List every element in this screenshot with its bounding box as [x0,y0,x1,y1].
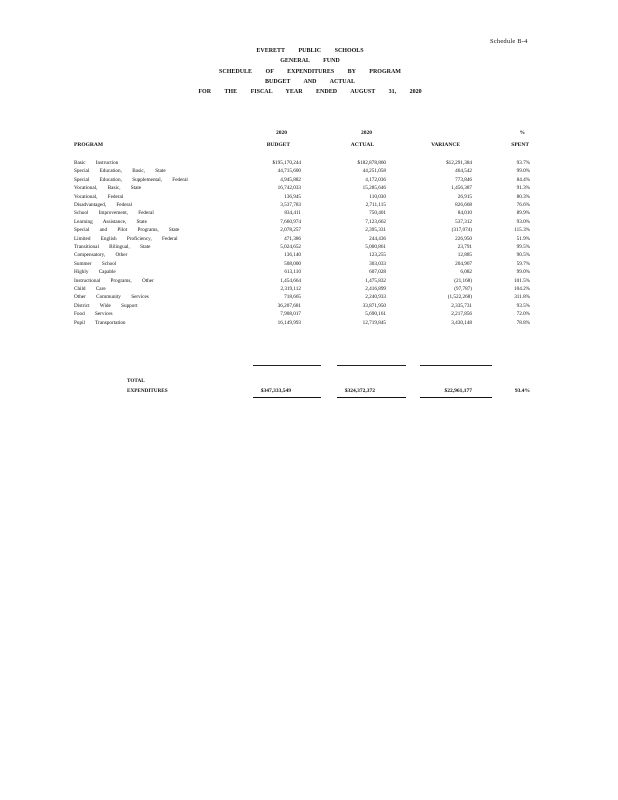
variance-cell: 773,846 [455,176,472,183]
table-row [0,278,618,286]
variance-subtotal-rule [420,365,492,366]
variance-cell: 2,335,731 [451,302,472,309]
actual-cell: 607,028 [369,269,386,276]
variance-cell: 3,430,148 [451,319,472,326]
program-name: Basic Instruction [74,160,119,166]
budget-cell: 834,411 [284,210,301,217]
variance-cell: 23,791 [457,244,472,250]
table-row [0,227,618,235]
program-name: Vocational, Federal [74,193,124,200]
program-name: Transitional Bilingual, State [74,244,151,250]
pct-spent-cell: 90.5% [516,252,530,259]
budget-column-header: BUDGET [266,142,290,148]
pct-symbol-header: % [519,130,525,136]
table-row [0,320,618,328]
variance-cell: 226,950 [455,235,472,242]
budget-cell: 508,000 [284,260,301,267]
variance-cell: 464,542 [455,168,472,175]
program-name: School Improvement, Federal [74,210,154,217]
table-row [0,269,618,277]
budget-total-rule [253,397,321,398]
budget-cell: 16,742,033 [277,185,301,192]
program-name: Special and Pilot Programs, State [74,227,180,234]
actual-column-header: ACTUAL [350,142,374,148]
budget-cell: 16,149,993 [277,319,301,326]
actual-cell: $182,878,860 [357,160,386,166]
variance-cell: (1,522,268) [447,294,472,301]
total-variance: $22,961,177 [444,388,472,394]
actual-cell: 4,172,036 [365,176,386,183]
actual-cell: 2,416,899 [365,286,386,292]
pct-spent-cell: 89.9% [516,210,530,217]
table-row [0,252,618,260]
table-row [0,303,618,311]
table-row [0,244,618,252]
program-name: Summer School [74,260,117,267]
pct-spent-cell: 80.3% [516,193,530,200]
program-name: District Wide Support [74,302,138,309]
actual-cell: 110,030 [369,193,386,200]
header-line-district: EVERETT PUBLIC SCHOOLS [256,48,364,54]
program-name: Instructional Programs, Other [74,277,154,284]
program-name: Limited English Proficiency, Federal [74,235,178,242]
variance-cell: $12,291,384 [446,160,472,166]
pct-spent-column-header: SPENT [511,142,529,148]
header-line-fund: GENERAL FUND [280,58,340,64]
variance-cell: 537,312 [455,218,472,225]
budget-cell: 136,945 [284,193,301,200]
pct-spent-cell: 115.3% [514,227,530,234]
budget-year-header: 2020 [276,130,287,136]
pct-spent-cell: 104.2% [514,286,530,292]
program-name: Pupil Transportation [74,319,126,326]
table-row [0,236,618,244]
total-label-line2: EXPENDITURES [127,388,168,394]
pct-spent-cell: 93.0% [516,218,530,225]
budget-cell: 4,945,882 [280,176,301,183]
pct-spent-cell: 99.5% [516,244,530,250]
program-name: Special Education, Basic, State [74,168,166,175]
variance-cell: 26,915 [457,193,472,200]
pct-spent-cell: 72.0% [516,311,530,318]
budget-subtotal-rule [253,365,321,366]
budget-cell: 136,140 [284,252,301,259]
program-name: Special Education, Supplemental, Federal [74,176,188,183]
budget-cell: 36,207,681 [277,302,301,309]
budget-cell: 471,386 [284,235,301,242]
pct-spent-cell: 78.8% [516,319,530,326]
actual-cell: 33,871,950 [362,302,386,309]
budget-cell: 44,715,600 [277,168,301,175]
table-row [0,194,618,202]
program-name: Learning Assistance, State [74,218,147,225]
actual-subtotal-rule [337,365,406,366]
variance-column-header: VARIANCE [431,142,460,148]
actual-cell: 44,251,058 [362,168,386,175]
variance-cell: 6,082 [460,269,472,276]
program-name: Other Community Services [74,294,149,301]
table-row [0,160,618,168]
program-name: Child Care [74,286,106,292]
budget-cell: 1,454,664 [280,277,301,284]
actual-cell: 2,711,115 [365,202,386,208]
pct-spent-cell: 93.5% [516,302,530,309]
pct-spent-cell: 101.5% [514,277,530,284]
pct-spent-cell: 99.0% [516,269,530,276]
actual-cell: 123,255 [369,252,386,259]
budget-cell: 5,024,652 [280,244,301,250]
budget-cell: 7,660,974 [280,218,301,225]
actual-cell: 750,401 [369,210,386,217]
pct-spent-cell: 311.8% [514,294,530,301]
program-name: Compensatory, Other [74,252,128,259]
table-row [0,177,618,185]
schedule-label: Schedule B-4 [490,38,528,45]
header-line-fiscal-year: FOR THE FISCAL YEAR ENDED AUGUST 31, 2020 [198,89,422,95]
pct-spent-cell: 76.6% [516,202,530,208]
program-column-header: PROGRAM [74,142,104,148]
variance-cell: 826,668 [455,202,472,208]
budget-cell: 3,537,783 [280,202,301,208]
actual-cell: 5,690,161 [365,311,386,318]
total-actual: $324,372,372 [344,388,375,394]
table-row [0,168,618,176]
variance-cell: 204,967 [455,260,472,267]
variance-cell: 84,010 [457,210,472,217]
variance-total-rule [420,397,492,398]
budget-cell: 7,908,017 [280,311,301,318]
budget-cell: $195,170,244 [272,160,301,166]
variance-cell: 2,217,856 [451,311,472,318]
pct-spent-cell: 59.7% [516,260,530,267]
program-name: Highly Capable [74,269,116,276]
budget-cell: 718,665 [284,294,301,301]
pct-spent-cell: 91.3% [516,185,530,192]
table-row [0,294,618,302]
budget-cell: 2,078,257 [280,227,301,234]
header-line-budget-actual: BUDGET AND ACTUAL [265,79,355,85]
program-name: Vocational, Basic, State [74,185,142,192]
actual-cell: 12,719,845 [362,319,386,326]
header-line-schedule: SCHEDULE OF EXPENDITURES BY PROGRAM [219,69,401,75]
budget-cell: 2,319,112 [280,286,301,292]
variance-cell: 12,885 [457,252,472,259]
program-name: Food Services [74,311,113,318]
pct-spent-cell: 84.4% [516,176,530,183]
variance-cell: 1,456,387 [451,185,472,192]
pct-spent-cell: 51.9% [516,235,530,242]
total-label-line1: TOTAL [127,378,145,384]
actual-cell: 244,436 [369,235,386,242]
total-budget: $347,333,549 [260,388,291,394]
actual-year-header: 2020 [361,130,372,136]
variance-cell: (21,168) [454,277,472,284]
variance-cell: (317,074) [451,227,472,234]
actual-cell: 2,395,331 [365,227,386,234]
total-pct-spent: 93.4% [514,388,530,394]
table-row [0,311,618,319]
table-row [0,210,618,218]
table-row [0,185,618,193]
actual-cell: 5,000,861 [365,244,386,250]
table-row [0,202,618,210]
actual-cell: 15,285,646 [362,185,386,192]
actual-cell: 1,475,832 [365,277,386,284]
program-name: Disadvantaged, Federal [74,202,132,208]
actual-cell: 2,240,933 [365,294,386,301]
budget-cell: 613,110 [284,269,301,276]
actual-total-rule [337,397,406,398]
table-row [0,286,618,294]
table-row [0,219,618,227]
actual-cell: 7,123,662 [365,218,386,225]
variance-cell: (97,787) [454,286,472,292]
actual-cell: 303,033 [369,260,386,267]
pct-spent-cell: 93.7% [516,160,530,166]
table-row [0,261,618,269]
pct-spent-cell: 99.0% [516,168,530,175]
